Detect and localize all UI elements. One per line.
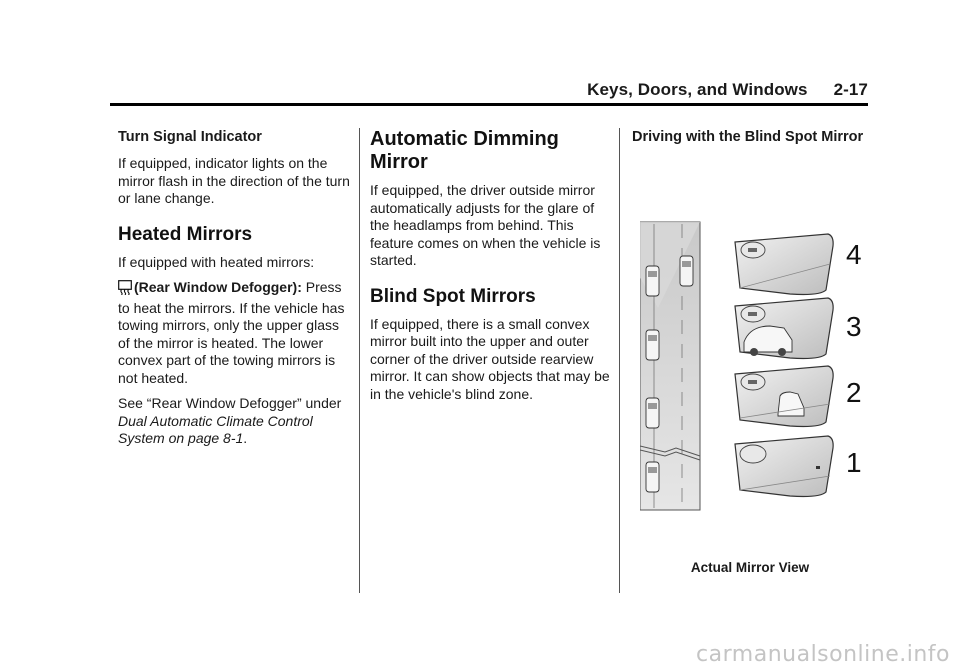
figure-label-4: 4 xyxy=(846,239,862,270)
heated-mirrors-heading: Heated Mirrors xyxy=(118,223,253,245)
auto-dimming-heading: Automatic Dimming Mirror xyxy=(370,128,559,173)
heated-mirrors-intro: If equipped with heated mirrors: xyxy=(118,253,315,270)
auto-dimming-body: If equipped, the driver outside mirror automatically adjusts for the glare of the headlamps from behind. This feature comes on when the vehicle is started. xyxy=(370,182,601,268)
figure-caption: Actual Mirror View xyxy=(690,560,810,575)
defogger-description: Press to heat the mirrors. If the vehicle has towing mirrors, only the upper glass of the mirror is heated. The lower convex part of the towing mirrors is not heated. xyxy=(118,279,345,386)
rear-defogger-icon xyxy=(118,280,132,300)
mirror-view-4 xyxy=(735,234,833,295)
defogger-button-label: (Rear Window Defogger): xyxy=(134,279,302,295)
mirror-view-2 xyxy=(735,366,833,427)
mirror-view-1 xyxy=(735,436,833,497)
column-divider-2 xyxy=(619,128,620,593)
figure-label-2: 2 xyxy=(846,377,862,408)
driving-blind-spot-heading: Driving with the Blind Spot Mirror xyxy=(632,129,864,145)
column-divider-1 xyxy=(359,128,360,593)
turn-signal-heading: Turn Signal Indicator xyxy=(118,129,262,145)
running-header xyxy=(110,80,868,104)
cross-reference-link[interactable]: Dual Automatic Climate Control System on page 8-1 xyxy=(118,412,313,446)
page-number: 2-17 xyxy=(833,80,868,99)
column-right xyxy=(632,128,868,155)
turn-signal-body: If equipped, indicator lights on the mirror flash in the direction of the turn or lane change. xyxy=(118,155,350,206)
blind-spot-illustration xyxy=(640,218,872,518)
blind-spot-heading: Blind Spot Mirrors xyxy=(370,285,536,307)
see-suffix: . xyxy=(243,430,248,446)
header-rule xyxy=(110,103,868,106)
see-reference xyxy=(118,395,350,448)
blind-spot-body: If equipped, there is a small convex mirror built into the upper and outer corner of the driver outside rearview mirror. It can show objects that may be in the vehicle's blind zone. xyxy=(370,315,610,402)
watermark: carmanualsonline.info xyxy=(696,642,950,667)
road-overview-panel xyxy=(640,222,700,510)
figure-label-3: 3 xyxy=(846,311,862,342)
column-left xyxy=(118,128,350,456)
section-title: Keys, Doors, and Windows xyxy=(587,80,808,99)
column-middle xyxy=(370,128,610,411)
see-prefix: See “Rear Window Defogger” under xyxy=(118,395,342,411)
defogger-paragraph xyxy=(118,279,350,387)
figure-label-1: 1 xyxy=(846,447,862,478)
mirror-view-3 xyxy=(735,298,833,359)
